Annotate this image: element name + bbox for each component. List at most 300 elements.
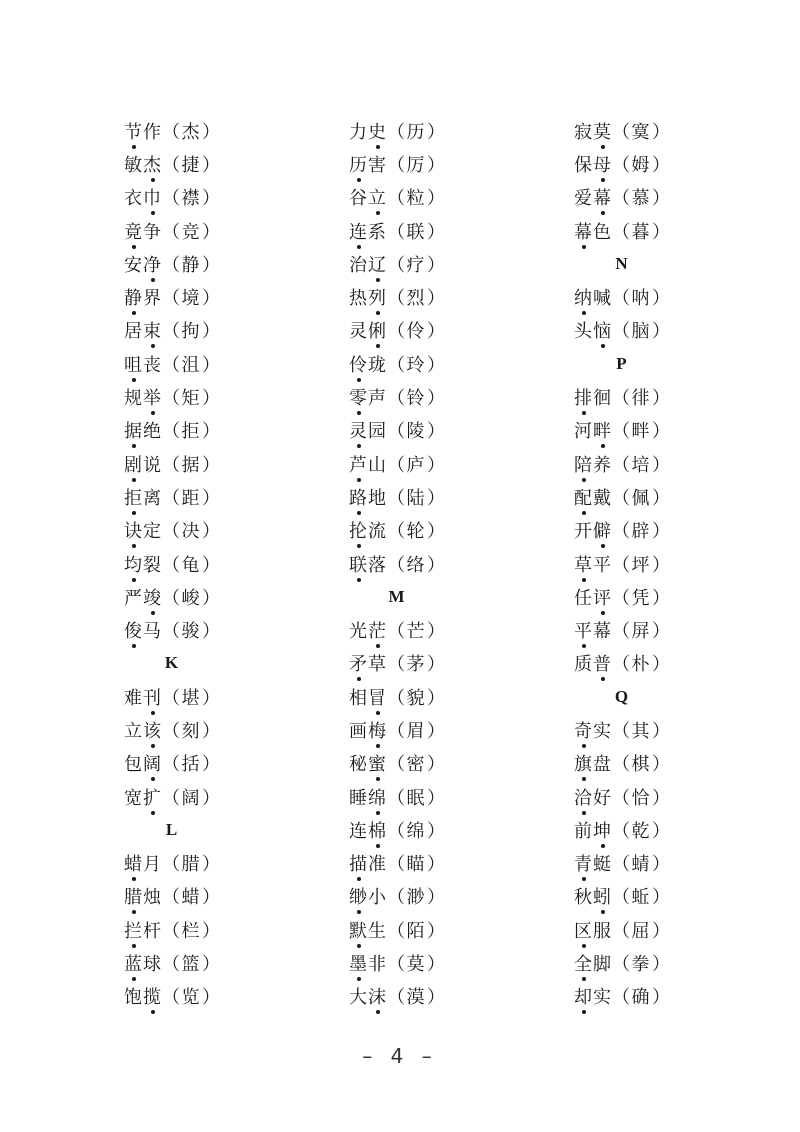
section-letter bbox=[574, 347, 774, 380]
correct-character: 龟 bbox=[181, 554, 201, 576]
open-paren: （ bbox=[162, 188, 181, 210]
close-paren: ） bbox=[427, 820, 446, 842]
open-paren: （ bbox=[162, 454, 181, 476]
close-paren: ） bbox=[652, 321, 671, 343]
correct-character: 寞 bbox=[631, 121, 651, 143]
open-paren: （ bbox=[612, 954, 631, 976]
misspelled-word: 平幕 bbox=[574, 617, 612, 643]
close-paren: ） bbox=[427, 987, 446, 1009]
word-entry bbox=[349, 514, 549, 547]
misspelled-word: 俊马 bbox=[124, 617, 162, 643]
open-paren: （ bbox=[162, 621, 181, 643]
misspelled-word: 幕色 bbox=[574, 218, 612, 244]
correct-character: 沮 bbox=[181, 354, 201, 376]
misspelled-word: 节作 bbox=[124, 118, 162, 144]
word-entry bbox=[349, 747, 549, 780]
section-letter-text: M bbox=[388, 586, 406, 606]
close-paren: ） bbox=[652, 820, 671, 842]
correct-character: 貌 bbox=[406, 687, 426, 709]
misspelled-word: 连棉 bbox=[349, 817, 387, 843]
misspelled-word: 排徊 bbox=[574, 384, 612, 410]
correct-character: 轮 bbox=[406, 521, 426, 543]
open-paren: （ bbox=[162, 154, 181, 176]
word-entry bbox=[124, 114, 324, 147]
misspelled-word: 零声 bbox=[349, 384, 387, 410]
misspelled-word: 光茫 bbox=[349, 617, 387, 643]
correct-character: 屈 bbox=[631, 920, 651, 942]
word-entry bbox=[574, 414, 774, 447]
section-letter bbox=[124, 647, 324, 680]
correct-character: 阔 bbox=[181, 787, 201, 809]
open-paren: （ bbox=[612, 754, 631, 776]
close-paren: ） bbox=[652, 720, 671, 742]
correct-character: 伶 bbox=[406, 321, 426, 343]
word-entry bbox=[124, 314, 324, 347]
misspelled-word: 蓝球 bbox=[124, 950, 162, 976]
section-letter bbox=[574, 247, 774, 280]
close-paren: ） bbox=[652, 421, 671, 443]
correct-character: 徘 bbox=[631, 388, 651, 410]
word-entry bbox=[349, 114, 549, 147]
open-paren: （ bbox=[387, 554, 406, 576]
misspelled-word: 静界 bbox=[124, 284, 162, 310]
correct-character: 培 bbox=[631, 454, 651, 476]
open-paren: （ bbox=[387, 121, 406, 143]
misspelled-word: 前坤 bbox=[574, 817, 612, 843]
open-paren: （ bbox=[387, 820, 406, 842]
correct-character: 蜡 bbox=[181, 887, 201, 909]
open-paren: （ bbox=[387, 720, 406, 742]
word-entry bbox=[124, 913, 324, 946]
open-paren: （ bbox=[612, 854, 631, 876]
open-paren: （ bbox=[162, 221, 181, 243]
misspelled-word: 草平 bbox=[574, 551, 612, 577]
misspelled-word: 纳喊 bbox=[574, 284, 612, 310]
open-paren: （ bbox=[162, 954, 181, 976]
section-letter bbox=[349, 580, 549, 613]
word-entry bbox=[349, 147, 549, 180]
correct-character: 蚯 bbox=[631, 887, 651, 909]
correct-character: 佩 bbox=[631, 487, 651, 509]
misspelled-word: 灵俐 bbox=[349, 317, 387, 343]
open-paren: （ bbox=[612, 787, 631, 809]
open-paren: （ bbox=[162, 254, 181, 276]
correct-character: 骏 bbox=[181, 621, 201, 643]
close-paren: ） bbox=[427, 687, 446, 709]
misspelled-word: 安净 bbox=[124, 251, 162, 277]
section-letter bbox=[574, 680, 774, 713]
close-paren: ） bbox=[202, 920, 221, 942]
close-paren: ） bbox=[427, 621, 446, 643]
correct-character: 竞 bbox=[181, 221, 201, 243]
correct-character: 括 bbox=[181, 754, 201, 776]
correct-character: 络 bbox=[406, 554, 426, 576]
word-entry bbox=[124, 580, 324, 613]
word-entry bbox=[574, 280, 774, 313]
misspelled-word: 剧说 bbox=[124, 451, 162, 477]
close-paren: ） bbox=[652, 887, 671, 909]
close-paren: ） bbox=[202, 621, 221, 643]
word-entry bbox=[574, 114, 774, 147]
section-letter-text: K bbox=[164, 653, 180, 673]
section-letter bbox=[124, 813, 324, 846]
misspelled-word: 描准 bbox=[349, 850, 387, 876]
correct-character: 其 bbox=[631, 720, 651, 742]
open-paren: （ bbox=[612, 820, 631, 842]
close-paren: ） bbox=[427, 654, 446, 676]
open-paren: （ bbox=[162, 521, 181, 543]
close-paren: ） bbox=[652, 454, 671, 476]
word-entry bbox=[574, 580, 774, 613]
close-paren: ） bbox=[652, 221, 671, 243]
correct-character: 芒 bbox=[406, 621, 426, 643]
misspelled-word: 居束 bbox=[124, 317, 162, 343]
close-paren: ） bbox=[202, 587, 221, 609]
misspelled-word: 包阔 bbox=[124, 750, 162, 776]
open-paren: （ bbox=[387, 621, 406, 643]
correct-character: 览 bbox=[181, 987, 201, 1009]
close-paren: ） bbox=[652, 154, 671, 176]
correct-character: 杰 bbox=[181, 121, 201, 143]
misspelled-word: 奇实 bbox=[574, 717, 612, 743]
correct-character: 峻 bbox=[181, 587, 201, 609]
word-entry bbox=[574, 847, 774, 880]
word-entry bbox=[349, 813, 549, 846]
misspelled-word: 诀定 bbox=[124, 517, 162, 543]
open-paren: （ bbox=[612, 121, 631, 143]
open-paren: （ bbox=[162, 121, 181, 143]
misspelled-word: 大沫 bbox=[349, 983, 387, 1009]
close-paren: ） bbox=[202, 954, 221, 976]
close-paren: ） bbox=[427, 454, 446, 476]
close-paren: ） bbox=[427, 121, 446, 143]
correct-character: 姆 bbox=[631, 154, 651, 176]
correct-character: 拒 bbox=[181, 421, 201, 443]
correct-character: 刻 bbox=[181, 720, 201, 742]
open-paren: （ bbox=[387, 987, 406, 1009]
correct-character: 襟 bbox=[181, 188, 201, 210]
open-paren: （ bbox=[162, 987, 181, 1009]
correct-character: 铃 bbox=[406, 388, 426, 410]
word-entry bbox=[124, 514, 324, 547]
word-entry bbox=[124, 181, 324, 214]
word-entry bbox=[574, 613, 774, 646]
open-paren: （ bbox=[387, 487, 406, 509]
word-entry bbox=[124, 680, 324, 713]
close-paren: ） bbox=[652, 288, 671, 310]
misspelled-word: 质普 bbox=[574, 650, 612, 676]
misspelled-word: 却实 bbox=[574, 983, 612, 1009]
open-paren: （ bbox=[612, 154, 631, 176]
close-paren: ） bbox=[202, 687, 221, 709]
open-paren: （ bbox=[612, 987, 631, 1009]
open-paren: （ bbox=[612, 388, 631, 410]
word-entry bbox=[349, 613, 549, 646]
correct-character: 庐 bbox=[406, 454, 426, 476]
misspelled-word: 默生 bbox=[349, 917, 387, 943]
correct-character: 拘 bbox=[181, 321, 201, 343]
word-entry bbox=[124, 747, 324, 780]
correct-character: 呐 bbox=[631, 288, 651, 310]
misspelled-word: 饱揽 bbox=[124, 983, 162, 1009]
open-paren: （ bbox=[162, 487, 181, 509]
section-letter-text: L bbox=[165, 819, 179, 839]
word-entry bbox=[574, 514, 774, 547]
misspelled-word: 缈小 bbox=[349, 883, 387, 909]
misspelled-word: 连系 bbox=[349, 218, 387, 244]
close-paren: ） bbox=[652, 487, 671, 509]
page-number: – 4 – bbox=[362, 1044, 438, 1068]
misspelled-word: 洽好 bbox=[574, 784, 612, 810]
open-paren: （ bbox=[387, 521, 406, 543]
close-paren: ） bbox=[427, 354, 446, 376]
close-paren: ） bbox=[652, 521, 671, 543]
misspelled-word: 联落 bbox=[349, 551, 387, 577]
open-paren: （ bbox=[387, 787, 406, 809]
close-paren: ） bbox=[652, 954, 671, 976]
close-paren: ） bbox=[427, 388, 446, 410]
close-paren: ） bbox=[652, 787, 671, 809]
word-entry bbox=[574, 314, 774, 347]
close-paren: ） bbox=[652, 587, 671, 609]
correct-character: 拳 bbox=[631, 954, 651, 976]
open-paren: （ bbox=[387, 388, 406, 410]
misspelled-word: 爱幕 bbox=[574, 184, 612, 210]
word-entry bbox=[124, 347, 324, 380]
section-letter-text: P bbox=[616, 353, 628, 373]
misspelled-word: 严竣 bbox=[124, 584, 162, 610]
close-paren: ） bbox=[652, 854, 671, 876]
misspelled-word: 秋蚓 bbox=[574, 883, 612, 909]
correct-character: 联 bbox=[406, 221, 426, 243]
word-entry bbox=[349, 946, 549, 979]
word-entry bbox=[349, 680, 549, 713]
close-paren: ） bbox=[202, 987, 221, 1009]
word-entry bbox=[574, 713, 774, 746]
open-paren: （ bbox=[387, 321, 406, 343]
misspelled-word: 路地 bbox=[349, 484, 387, 510]
column-3 bbox=[574, 114, 774, 1013]
close-paren: ） bbox=[427, 221, 446, 243]
misspelled-word: 芦山 bbox=[349, 451, 387, 477]
close-paren: ） bbox=[202, 254, 221, 276]
misspelled-word: 矛草 bbox=[349, 650, 387, 676]
correct-character: 莫 bbox=[406, 954, 426, 976]
correct-character: 陵 bbox=[406, 421, 426, 443]
open-paren: （ bbox=[612, 221, 631, 243]
word-entry bbox=[349, 181, 549, 214]
close-paren: ） bbox=[202, 754, 221, 776]
open-paren: （ bbox=[387, 754, 406, 776]
word-entry bbox=[574, 980, 774, 1013]
open-paren: （ bbox=[387, 687, 406, 709]
word-entry bbox=[349, 547, 549, 580]
correct-character: 渺 bbox=[406, 887, 426, 909]
correct-character: 漠 bbox=[406, 987, 426, 1009]
close-paren: ） bbox=[202, 188, 221, 210]
close-paren: ） bbox=[652, 987, 671, 1009]
misspelled-word: 头恼 bbox=[574, 317, 612, 343]
word-entry bbox=[349, 247, 549, 280]
open-paren: （ bbox=[387, 421, 406, 443]
open-paren: （ bbox=[387, 288, 406, 310]
correct-character: 矩 bbox=[181, 388, 201, 410]
word-entry bbox=[349, 280, 549, 313]
open-paren: （ bbox=[387, 954, 406, 976]
open-paren: （ bbox=[612, 188, 631, 210]
word-entry bbox=[349, 214, 549, 247]
misspelled-word: 青蜓 bbox=[574, 850, 612, 876]
open-paren: （ bbox=[162, 354, 181, 376]
close-paren: ） bbox=[427, 754, 446, 776]
close-paren: ） bbox=[427, 954, 446, 976]
open-paren: （ bbox=[162, 587, 181, 609]
misspelled-word: 治辽 bbox=[349, 251, 387, 277]
close-paren: ） bbox=[427, 787, 446, 809]
open-paren: （ bbox=[612, 421, 631, 443]
close-paren: ） bbox=[202, 454, 221, 476]
close-paren: ） bbox=[202, 421, 221, 443]
correct-character: 恰 bbox=[631, 787, 651, 809]
word-entry bbox=[124, 847, 324, 880]
misspelled-word: 拦杆 bbox=[124, 917, 162, 943]
close-paren: ） bbox=[202, 854, 221, 876]
word-entry bbox=[574, 480, 774, 513]
close-paren: ） bbox=[652, 388, 671, 410]
word-entry bbox=[574, 181, 774, 214]
close-paren: ） bbox=[427, 720, 446, 742]
correct-character: 捷 bbox=[181, 154, 201, 176]
word-entry bbox=[349, 780, 549, 813]
correct-character: 畔 bbox=[631, 421, 651, 443]
close-paren: ） bbox=[427, 321, 446, 343]
close-paren: ） bbox=[652, 920, 671, 942]
section-letter-text: N bbox=[615, 253, 629, 273]
misspelled-word: 竟争 bbox=[124, 218, 162, 244]
open-paren: （ bbox=[612, 487, 631, 509]
word-entry bbox=[574, 913, 774, 946]
misspelled-word: 配戴 bbox=[574, 484, 612, 510]
misspelled-word: 规举 bbox=[124, 384, 162, 410]
misspelled-word: 伶珑 bbox=[349, 351, 387, 377]
column-1 bbox=[124, 114, 324, 1013]
close-paren: ） bbox=[202, 288, 221, 310]
word-entry bbox=[124, 780, 324, 813]
misspelled-word: 咀丧 bbox=[124, 351, 162, 377]
correct-character: 棋 bbox=[631, 754, 651, 776]
misspelled-word: 难刊 bbox=[124, 684, 162, 710]
open-paren: （ bbox=[612, 621, 631, 643]
misspelled-word: 腊烛 bbox=[124, 883, 162, 909]
word-entry bbox=[124, 414, 324, 447]
correct-character: 历 bbox=[406, 121, 426, 143]
misspelled-word: 相冒 bbox=[349, 684, 387, 710]
misspelled-word: 画梅 bbox=[349, 717, 387, 743]
correct-character: 乾 bbox=[631, 820, 651, 842]
open-paren: （ bbox=[387, 354, 406, 376]
close-paren: ） bbox=[427, 854, 446, 876]
misspelled-word: 力史 bbox=[349, 118, 387, 144]
correct-character: 疗 bbox=[406, 254, 426, 276]
close-paren: ） bbox=[427, 521, 446, 543]
word-entry bbox=[349, 713, 549, 746]
word-entry bbox=[124, 713, 324, 746]
correct-character: 眉 bbox=[406, 720, 426, 742]
close-paren: ） bbox=[427, 487, 446, 509]
correct-character: 据 bbox=[181, 454, 201, 476]
correct-character: 坪 bbox=[631, 554, 651, 576]
word-entry bbox=[574, 447, 774, 480]
misspelled-word: 寂莫 bbox=[574, 118, 612, 144]
misspelled-word: 热列 bbox=[349, 284, 387, 310]
open-paren: （ bbox=[387, 854, 406, 876]
word-entry bbox=[124, 980, 324, 1013]
correct-character: 陆 bbox=[406, 487, 426, 509]
word-entry bbox=[574, 747, 774, 780]
word-entry bbox=[349, 414, 549, 447]
misspelled-word: 墨非 bbox=[349, 950, 387, 976]
misspelled-word: 睡绵 bbox=[349, 784, 387, 810]
close-paren: ） bbox=[202, 720, 221, 742]
word-entry bbox=[124, 147, 324, 180]
word-entry bbox=[124, 880, 324, 913]
word-entry bbox=[349, 880, 549, 913]
correct-character: 栏 bbox=[181, 920, 201, 942]
correct-character: 蜻 bbox=[631, 854, 651, 876]
word-entry bbox=[574, 813, 774, 846]
open-paren: （ bbox=[387, 887, 406, 909]
open-paren: （ bbox=[387, 254, 406, 276]
close-paren: ） bbox=[202, 121, 221, 143]
misspelled-word: 灵园 bbox=[349, 417, 387, 443]
misspelled-word: 拒离 bbox=[124, 484, 162, 510]
close-paren: ） bbox=[202, 154, 221, 176]
open-paren: （ bbox=[387, 154, 406, 176]
misspelled-word: 衣巾 bbox=[124, 184, 162, 210]
correct-character: 堪 bbox=[181, 687, 201, 709]
close-paren: ） bbox=[427, 288, 446, 310]
open-paren: （ bbox=[162, 720, 181, 742]
misspelled-word: 蜡月 bbox=[124, 850, 162, 876]
close-paren: ） bbox=[427, 254, 446, 276]
open-paren: （ bbox=[612, 521, 631, 543]
correct-character: 篮 bbox=[181, 954, 201, 976]
open-paren: （ bbox=[162, 787, 181, 809]
open-paren: （ bbox=[162, 920, 181, 942]
open-paren: （ bbox=[162, 887, 181, 909]
word-entry bbox=[574, 946, 774, 979]
open-paren: （ bbox=[162, 288, 181, 310]
open-paren: （ bbox=[387, 188, 406, 210]
misspelled-word: 宽扩 bbox=[124, 784, 162, 810]
correct-character: 脑 bbox=[631, 321, 651, 343]
misspelled-word: 谷立 bbox=[349, 184, 387, 210]
word-entry bbox=[124, 447, 324, 480]
correct-character: 粒 bbox=[406, 188, 426, 210]
open-paren: （ bbox=[612, 887, 631, 909]
correct-character: 烈 bbox=[406, 288, 426, 310]
correct-character: 腊 bbox=[181, 854, 201, 876]
correct-character: 确 bbox=[631, 987, 651, 1009]
misspelled-word: 均裂 bbox=[124, 551, 162, 577]
word-entry bbox=[124, 380, 324, 413]
misspelled-word: 抡流 bbox=[349, 517, 387, 543]
word-entry bbox=[124, 613, 324, 646]
correct-character: 屏 bbox=[631, 621, 651, 643]
word-entry bbox=[349, 347, 549, 380]
close-paren: ） bbox=[652, 188, 671, 210]
close-paren: ） bbox=[427, 188, 446, 210]
